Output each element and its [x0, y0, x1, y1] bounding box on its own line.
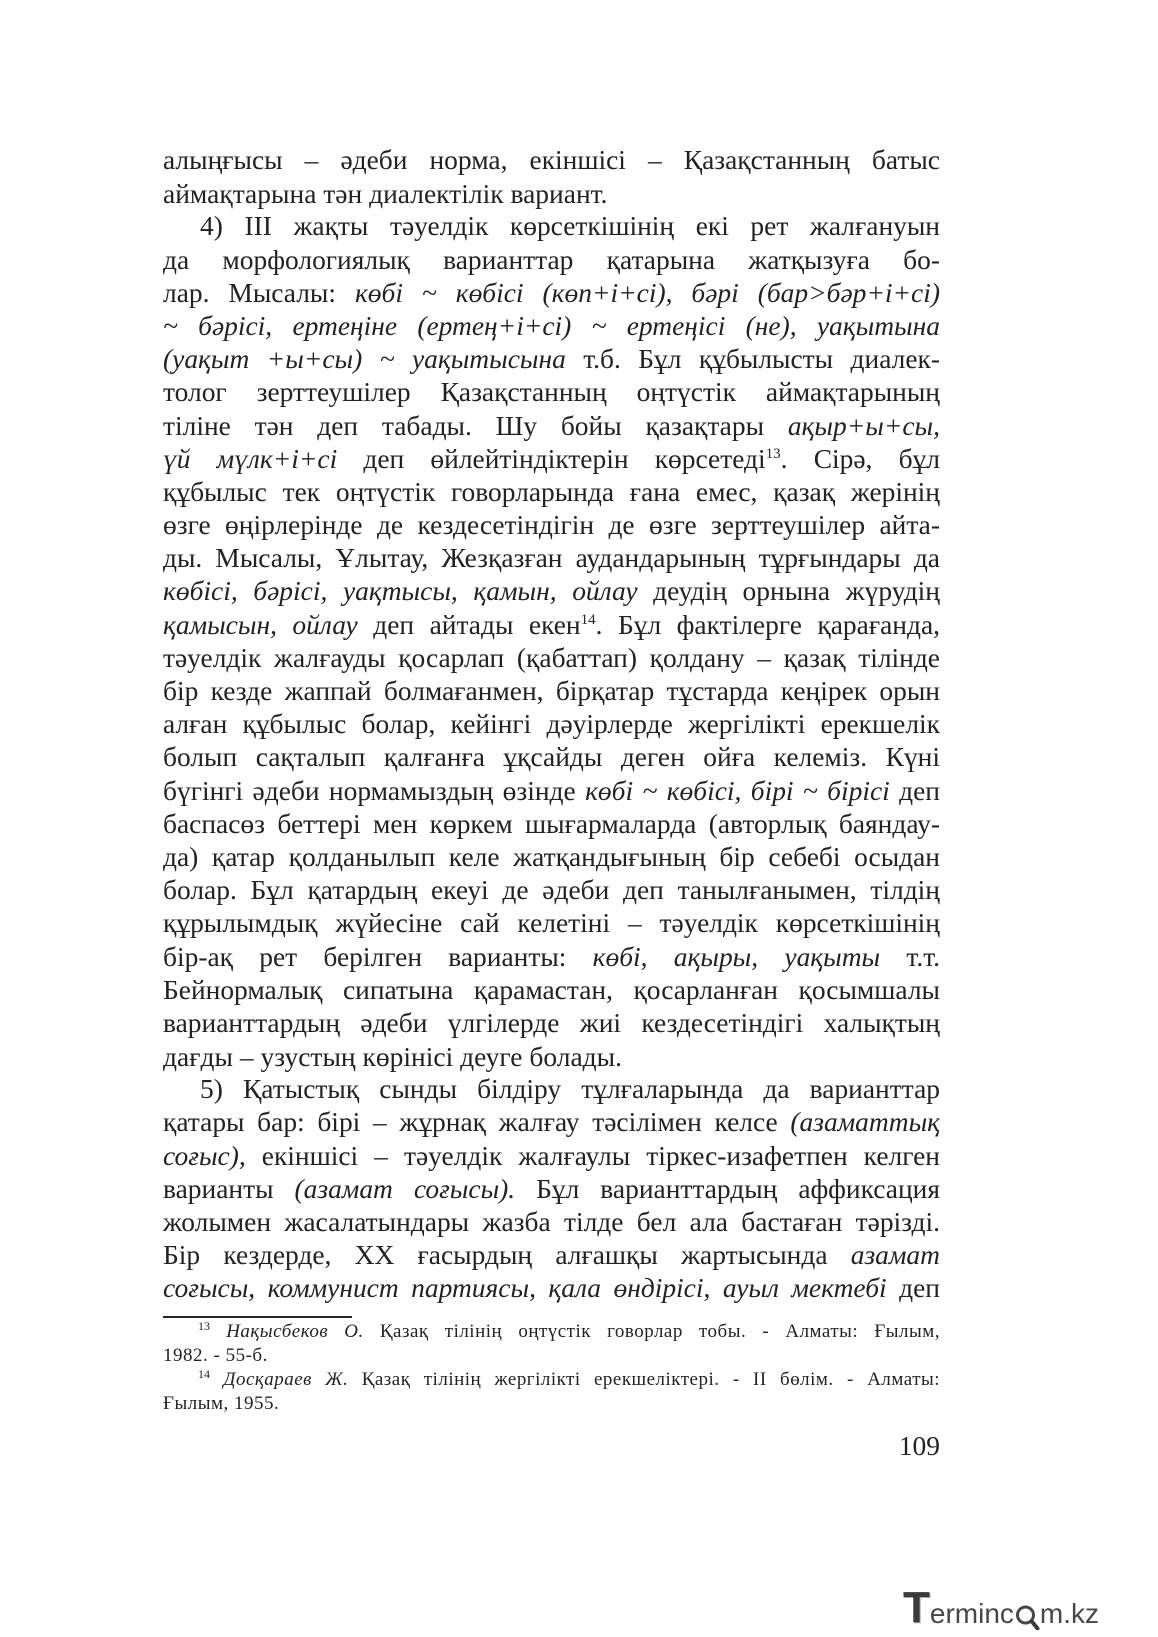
text-line — [163, 575, 940, 608]
italic-text-run: көбісі, бәрісі, уақтысы, қамын, ойлау — [163, 576, 638, 607]
text-run: толог зерттеушілер Қазақстанның оңтүстік аймақтарының — [163, 377, 940, 408]
watermark-initial: T — [903, 1583, 930, 1632]
line-content — [163, 245, 940, 275]
text-line — [163, 177, 940, 210]
footnote-line — [163, 1320, 940, 1344]
footnote-reference: 14 — [580, 612, 596, 629]
footnote-reference: 14 — [198, 1367, 210, 1382]
text-line — [163, 210, 940, 243]
text-run: Бұл варианттардың аффиксация — [515, 1173, 940, 1204]
line-content — [198, 1321, 940, 1342]
line-content — [163, 510, 940, 540]
line-content — [200, 211, 940, 241]
footnote-rule — [163, 1316, 352, 1318]
text-run: ды. Мысалы, Ұлытау, Жезқазған аудандарының тұрғындары да — [163, 543, 940, 574]
text-run: тәуелдік жалғауды қосарлап (қабаттап) қолдану – қазақ тілінде — [163, 642, 940, 673]
text-line — [163, 675, 940, 708]
text-run: болар. Бұл қатардың екеуі де әдеби деп танылғанымен, тілдің — [163, 875, 940, 906]
text-line — [163, 642, 940, 675]
text-run: . Сірә, бұл — [780, 443, 940, 474]
text-line — [163, 376, 940, 409]
line-content — [163, 1107, 940, 1137]
line-content — [163, 842, 940, 872]
italic-text-run: (уақыт +ы+сы) ~ уақытысына — [163, 344, 566, 375]
italic-text-run: соғысы, коммунист партиясы, қала өндірісі, ауыл мектебі — [163, 1273, 887, 1304]
text-run: лар. Мысалы: — [163, 277, 355, 308]
text-run: бір кезде жаппай болмағанмен, бірқатар тұстарда кеңірек орын — [163, 676, 940, 706]
text-run: 1982. - 55-б. — [163, 1345, 268, 1366]
text-run: Бейнормалық сипатына қарамастан, қосарланған қосымшалы — [163, 974, 940, 1005]
italic-text-run: (азаматтық — [790, 1107, 940, 1138]
line-content — [163, 576, 940, 606]
line-content — [163, 1008, 940, 1038]
italic-text-run: ақыр+ы+сы, — [787, 410, 940, 441]
line-content — [163, 444, 940, 474]
line-content — [163, 809, 940, 839]
text-run: деп — [889, 775, 940, 806]
text-run: тіліне тән деп табады. Шу бойы қазақтары — [163, 410, 788, 441]
line-content — [163, 776, 940, 806]
italic-text-run: (азамат соғысы). — [294, 1173, 516, 1204]
text-line — [163, 841, 940, 874]
text-line — [163, 1272, 940, 1305]
text-line — [163, 310, 940, 343]
line-content — [163, 643, 940, 673]
text-run: құбылыс тек оңтүстік говорларында ғана емес, қазақ жерінің — [163, 476, 940, 507]
text-run — [210, 1369, 223, 1390]
text-line — [163, 874, 940, 907]
line-content — [163, 1141, 940, 1171]
text-run: т.т. — [880, 941, 940, 972]
site-watermark-logo — [903, 1583, 1100, 1632]
text-run: бүгінгі әдеби нормамыздың өзінде — [163, 775, 586, 806]
text-line — [163, 974, 940, 1007]
line-content — [163, 344, 940, 374]
italic-text-run: көбі, ақыры, уақыты — [592, 941, 881, 972]
text-run: Қазақ тілінің жергілікті ерекшеліктері. - II бөлім. - Алматы: — [348, 1369, 941, 1390]
italic-text-run: ~ бәрісі, ертеңіне (ертең+і+сі) ~ ертеңісі (не), уақытына — [163, 310, 940, 341]
line-content — [163, 477, 940, 507]
text-run: алыңғысы – әдеби норма, екіншісі – Қазақстанның батыс — [163, 145, 940, 175]
line-content — [163, 975, 940, 1005]
text-run: Қазақ тілінің оңтүстік говорлар тобы. - Алматы: Ғылым, — [363, 1321, 940, 1342]
line-content — [163, 145, 940, 175]
line-content — [163, 178, 608, 209]
line-content — [198, 1369, 940, 1390]
line-content — [200, 1074, 940, 1104]
magnifier-icon — [1014, 1600, 1040, 1630]
line-content — [163, 742, 940, 772]
text-line — [163, 741, 940, 774]
text-run: 5) Қатыстық сынды білдіру тұлғаларында да варианттар — [200, 1074, 940, 1105]
text-line — [163, 708, 940, 741]
text-run: дағды – узустың көрінісі деуге болады. — [163, 1041, 623, 1073]
text-run: да морфологиялық варианттар қатарына жатқызуға бо- — [163, 244, 940, 275]
text-line — [163, 609, 940, 642]
line-content — [163, 1207, 940, 1237]
text-line — [163, 476, 940, 509]
line-content — [163, 610, 940, 640]
text-run: алған құбылыс болар, кейінгі дәуірлерде жергілікті ерекшелік — [163, 709, 940, 740]
text-run: 4) III жақты тәуелдік көрсеткішінің екі рет жалғануын — [200, 211, 940, 242]
body-text — [163, 144, 940, 1306]
footnote-line — [163, 1344, 940, 1368]
text-line — [163, 775, 940, 808]
italic-text-run: соғыс), — [163, 1140, 246, 1171]
text-run: қатары бар: бірі – жұрнақ жалғау тәсілімен келсе — [163, 1107, 791, 1138]
text-line — [163, 1007, 940, 1040]
text-run: варианттардың әдеби үлгілерде жиі кездесетіндігі халықтың — [163, 1007, 940, 1038]
text-run: варианты — [163, 1173, 295, 1204]
text-line — [163, 144, 940, 177]
text-run: деп айтады екен — [357, 609, 581, 640]
line-content — [163, 942, 940, 972]
line-content — [163, 543, 940, 573]
line-content — [163, 676, 940, 706]
text-run: бір-ақ рет берілген варианты: — [163, 941, 593, 972]
line-content — [163, 1240, 940, 1270]
line-content — [163, 1273, 940, 1303]
footnotes — [163, 1320, 940, 1416]
italic-text-run: үй мүлк+і+сі — [163, 443, 338, 474]
line-content — [163, 278, 940, 308]
italic-text-run: азамат — [850, 1240, 940, 1271]
text-run: аймақтарына тән диалектілік вариант. — [163, 178, 608, 210]
text-run: . Бұл фактілерге қарағанда, — [595, 609, 940, 640]
line-content — [163, 709, 940, 739]
text-run — [210, 1321, 226, 1342]
text-run: жолымен жасалатындары жазба тілде бел ала бастаған тәрізді. — [163, 1207, 940, 1237]
italic-text-run: Досқараев Ж. — [223, 1369, 349, 1390]
italic-text-run: көбі ~ көбісі, бірі ~ бірісі — [585, 775, 890, 806]
line-content — [163, 1174, 940, 1204]
text-line — [163, 410, 940, 443]
text-line — [163, 907, 940, 940]
italic-text-run: қамысын, ойлау — [163, 609, 358, 640]
text-line — [163, 1073, 940, 1106]
text-line — [163, 1140, 940, 1173]
text-line — [163, 542, 940, 575]
footnote-reference: 13 — [198, 1319, 210, 1334]
italic-text-run: Нақысбеков О. — [226, 1321, 364, 1342]
text-run: өзге өңірлерінде де кездесетіндігін де өзге зерттеушілер айта- — [163, 510, 940, 541]
text-run: деп — [886, 1273, 940, 1304]
text-run: т.б. Бұл құбылысты диалек- — [565, 344, 940, 375]
footnote-line — [163, 1392, 940, 1416]
text-line — [163, 1040, 940, 1073]
line-content — [163, 875, 940, 905]
line-content — [163, 377, 940, 407]
line-content — [163, 311, 940, 341]
text-run: деудің орнына жүрудің — [637, 576, 940, 607]
text-run: Бір кездерде, XX ғасырдың алғашқы жартысында — [163, 1240, 851, 1271]
line-content — [163, 1393, 279, 1414]
text-run: екіншісі – тәуелдік жалғаулы тіркес-изафетпен келген — [245, 1140, 940, 1171]
text-line — [163, 808, 940, 841]
text-line — [163, 277, 940, 310]
text-line — [163, 941, 940, 974]
text-line — [163, 1206, 940, 1239]
text-run: баспасөз беттері мен көркем шығармаларда (авторлық баяндау- — [163, 808, 940, 839]
line-content — [163, 908, 940, 938]
text-run: Ғылым, 1955. — [163, 1393, 280, 1414]
footnote-line — [163, 1368, 940, 1392]
line-content — [163, 411, 940, 441]
footnote-reference: 13 — [765, 446, 781, 463]
text-line — [163, 443, 940, 476]
line-content — [163, 1345, 268, 1366]
page-number: 109 — [898, 1430, 940, 1461]
text-run: деп өйлейтіндіктерін көрсетеді — [337, 443, 766, 474]
text-run: да) қатар қолданылып келе жатқандығының бір себебі осыдан — [163, 841, 940, 872]
text-line — [163, 244, 940, 277]
watermark-domain: m.kz — [1039, 1598, 1100, 1629]
text-run: болып сақталып қалғанға ұқсайды деген ойға келеміз. Күні — [163, 742, 940, 773]
text-line — [163, 509, 940, 542]
text-line — [163, 1106, 940, 1139]
italic-text-run: көбі ~ көбісі (көп+і+сі), бәрі (бар>бәр+і+сі) — [354, 277, 940, 308]
text-line — [163, 1173, 940, 1206]
line-content — [163, 1041, 622, 1072]
text-run: құрылымдық жүйесіне сай келетіні – тәуелдік көрсеткішінің — [163, 908, 940, 939]
watermark-text: erminc — [929, 1598, 1014, 1629]
text-line — [163, 1239, 940, 1272]
text-line — [163, 343, 940, 376]
